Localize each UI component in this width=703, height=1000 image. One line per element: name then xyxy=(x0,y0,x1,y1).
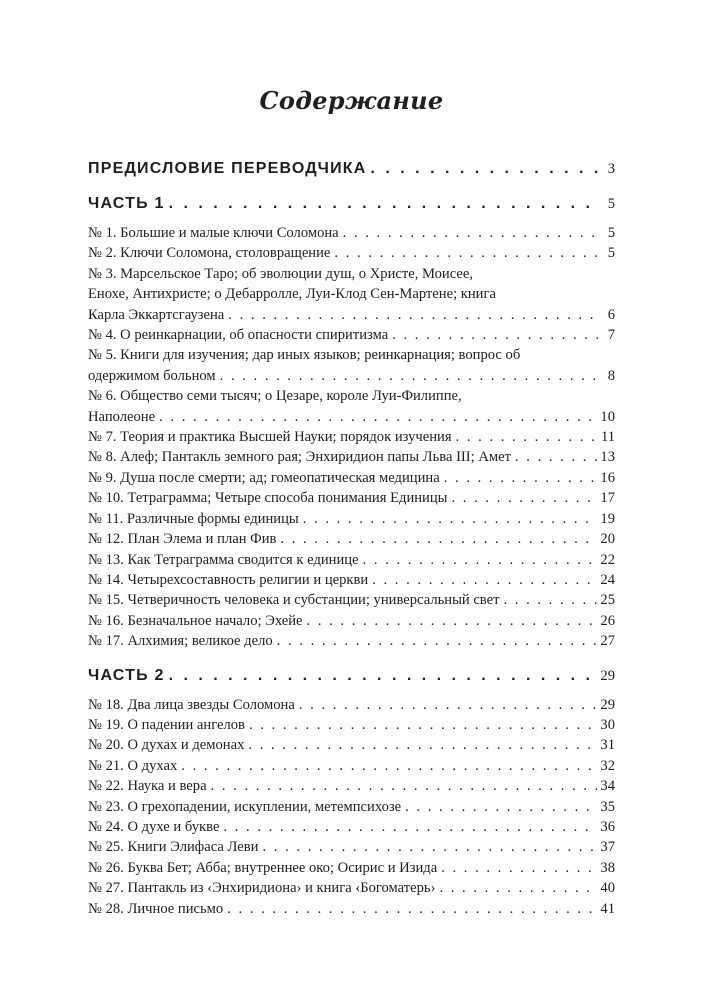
toc-entry-title: № 7. Теория и практика Высшей Науки; порядок изучения xyxy=(88,429,452,446)
toc-entry-title-line: одержимом больном xyxy=(88,367,216,384)
page-title: Содержание xyxy=(259,86,444,115)
toc-entry[interactable] xyxy=(88,243,615,263)
toc-entry-title: № 23. О грехопадении, искуплении, метемпсихозе xyxy=(88,798,402,815)
toc-entry[interactable] xyxy=(88,756,615,776)
toc-entry-title: № 24. О духе и букве xyxy=(88,818,220,835)
toc-entry-title-line: Енохе, Антихристе; о Дебарролле, Луи-Клод Сен-Мартене; книга xyxy=(88,286,496,303)
toc-page-number: 35 xyxy=(600,798,615,815)
leader-dots xyxy=(307,611,598,631)
leader-dots xyxy=(248,735,597,755)
toc-entry[interactable] xyxy=(88,345,615,386)
toc-heading-label: ЧАСТЬ 1 xyxy=(88,195,165,212)
toc-entry[interactable] xyxy=(88,837,615,857)
toc-page-number: 38 xyxy=(600,859,615,876)
leader-dots xyxy=(456,427,598,447)
toc-entry-title: № 18. Два лица звезды Соломона xyxy=(88,696,295,713)
leader-dots xyxy=(441,858,597,878)
leader-dots xyxy=(227,899,597,919)
toc-entry-title: № 17. Алхимия; великое дело xyxy=(88,633,273,650)
toc-page-number: 25 xyxy=(600,592,615,609)
toc-heading-part-1[interactable] xyxy=(88,193,615,215)
toc-entry-title: № 14. Четырехсоставность религии и церкви xyxy=(88,571,369,588)
leader-dots xyxy=(263,837,598,857)
toc-heading-label: ЧАСТЬ 2 xyxy=(88,666,165,684)
leader-dots xyxy=(211,776,598,796)
toc-entry[interactable] xyxy=(88,631,615,651)
toc-page-number: 30 xyxy=(600,716,615,733)
leader-dots xyxy=(299,695,598,715)
toc-heading-preface[interactable] xyxy=(88,158,615,180)
toc-entry-title: № 2. Ключи Соломона, столовращение xyxy=(88,245,331,262)
toc-entry-title-line: Карла Эккартсгаузена xyxy=(88,306,225,323)
toc-entry-title: № 9. Душа после смерти; ад; гомеопатическая медицина xyxy=(88,469,440,486)
leader-dots xyxy=(515,447,597,467)
toc-page-number: 5 xyxy=(607,245,615,262)
toc-page-number: 40 xyxy=(600,880,615,897)
toc-heading-label: ПРЕДИСЛОВИЕ ПЕРЕВОДЧИКА xyxy=(88,160,367,177)
toc-page-number: 22 xyxy=(600,551,615,568)
toc-entry[interactable] xyxy=(88,776,615,796)
toc-entry[interactable] xyxy=(88,817,615,837)
toc-entry-title: № 1. Большие и малые ключи Соломона xyxy=(88,225,339,241)
toc-entry-title: № 8. Алеф; Пантакль земного рая; Энхиридион папы Льва III; Амет xyxy=(88,449,511,466)
toc-entry-title: № 13. Как Тетраграмма сводится к единице xyxy=(88,551,359,568)
toc-parts xyxy=(88,193,615,919)
leader-dots xyxy=(363,550,598,570)
toc-page-number: 8 xyxy=(607,367,615,384)
toc-entry[interactable] xyxy=(88,427,615,447)
toc-entry-title: № 12. План Элема и план Фив xyxy=(88,531,277,548)
toc-entry[interactable] xyxy=(88,590,615,610)
leader-dots xyxy=(503,590,597,610)
toc-page-number: 37 xyxy=(600,839,615,856)
toc-entry-title-line: № 3. Марсельское Таро; об эволюции душ, о Христе, Моисее, xyxy=(88,265,473,282)
toc-page-number: 20 xyxy=(600,531,615,548)
toc-entry-title: № 10. Тетраграмма; Четыре способа понимания Единицы xyxy=(88,490,448,507)
leader-dots xyxy=(249,715,597,735)
leader-dots xyxy=(303,509,598,529)
toc-entry-title: № 19. О падении ангелов xyxy=(88,716,245,733)
toc-entry[interactable] xyxy=(88,529,615,549)
toc-entry-title-line: Наполеоне xyxy=(88,408,156,425)
toc-page-number: 29 xyxy=(600,667,615,684)
toc-entry[interactable] xyxy=(88,695,615,715)
toc-entry[interactable] xyxy=(88,611,615,631)
leader-dots xyxy=(452,488,598,508)
toc-entry-title: № 27. Пантакль из ‹Энхиридиона› и книга ‹Богоматерь› xyxy=(88,880,436,897)
toc-page-number: 41 xyxy=(600,900,615,917)
toc-entry[interactable] xyxy=(88,509,615,529)
toc-page-number: 11 xyxy=(600,429,615,446)
leader-dots xyxy=(444,468,598,488)
toc-entry-title: № 28. Личное письмо xyxy=(88,900,224,917)
toc-entry-title: № 21. О духах xyxy=(88,757,178,774)
toc-page-number: 31 xyxy=(600,737,615,754)
toc-entry[interactable] xyxy=(88,223,615,243)
leader-dots xyxy=(159,407,597,427)
toc-entry-title: № 25. Книги Элифаса Леви xyxy=(88,839,259,856)
toc-page-number: 32 xyxy=(600,757,615,774)
leader-dots xyxy=(343,223,598,243)
toc-page-number: 29 xyxy=(600,696,615,713)
leader-dots xyxy=(405,797,597,817)
leader-dots xyxy=(169,193,598,215)
leader-dots xyxy=(371,158,599,180)
toc-entry[interactable] xyxy=(88,468,615,488)
leader-dots xyxy=(372,570,597,590)
toc-entry-title: № 11. Различные формы единицы xyxy=(88,510,299,527)
leader-dots xyxy=(220,366,598,386)
toc-entry-title-line: № 5. Книги для изучения; дар иных языков; реинкарнация; вопрос об xyxy=(88,347,521,364)
leader-dots xyxy=(392,325,598,345)
toc-page-number: 5 xyxy=(607,196,615,212)
toc-entry[interactable] xyxy=(88,797,615,817)
leader-dots xyxy=(334,243,598,263)
toc-entry-title: № 22. Наука и вера xyxy=(88,778,207,795)
toc-page-number: 7 xyxy=(607,327,615,344)
toc-page-number: 16 xyxy=(600,469,615,486)
toc-page-number: 36 xyxy=(600,818,615,835)
toc-page-number: 10 xyxy=(600,408,615,425)
toc-entry-title: № 15. Четверичность человека и субстанции; универсальный свет xyxy=(88,592,500,609)
toc-entry[interactable] xyxy=(88,858,615,878)
toc-entry[interactable] xyxy=(88,715,615,735)
toc-entry-title: № 4. О реинкарнации, об опасности спиритизма xyxy=(88,327,389,344)
toc-entry[interactable] xyxy=(88,488,615,508)
toc-entry[interactable] xyxy=(88,447,615,467)
toc-page-number: 17 xyxy=(600,490,615,507)
toc-heading-part-2[interactable] xyxy=(88,665,615,687)
toc-page-number: 5 xyxy=(607,225,615,241)
toc-entry-title: № 20. О духах и демонах xyxy=(88,737,245,754)
toc-entry-title-line: № 6. Общество семи тысяч; о Цезаре, короле Луи-Филиппе, xyxy=(88,388,462,405)
toc-entry[interactable] xyxy=(88,264,615,325)
leader-dots xyxy=(181,756,597,776)
leader-dots xyxy=(169,665,598,687)
toc-entry[interactable] xyxy=(88,570,615,590)
toc-page-number: 3 xyxy=(607,161,615,177)
table-of-contents xyxy=(88,158,615,919)
toc-page-number: 24 xyxy=(600,571,615,588)
toc-entry-title: № 26. Буква Бет; Абба; внутреннее око; Осирис и Изида xyxy=(88,859,438,876)
toc-entry[interactable] xyxy=(88,325,615,345)
toc-entry[interactable] xyxy=(88,735,615,755)
toc-page-number: 13 xyxy=(600,449,615,466)
toc-entry[interactable] xyxy=(88,899,615,919)
toc-page-number: 26 xyxy=(600,612,615,629)
toc-entry[interactable] xyxy=(88,878,615,898)
toc-page-number: 19 xyxy=(600,510,615,527)
toc-page-number: 34 xyxy=(600,778,615,795)
leader-dots xyxy=(280,529,597,549)
leader-dots xyxy=(223,817,597,837)
toc-page-number: 6 xyxy=(607,306,615,323)
toc-entry[interactable] xyxy=(88,386,615,427)
toc-entry[interactable] xyxy=(88,550,615,570)
leader-dots xyxy=(228,305,598,325)
leader-dots xyxy=(277,631,598,651)
leader-dots xyxy=(439,878,597,898)
toc-page-number: 27 xyxy=(600,633,615,650)
toc-entry-title: № 16. Безначальное начало; Эхейе xyxy=(88,612,303,629)
